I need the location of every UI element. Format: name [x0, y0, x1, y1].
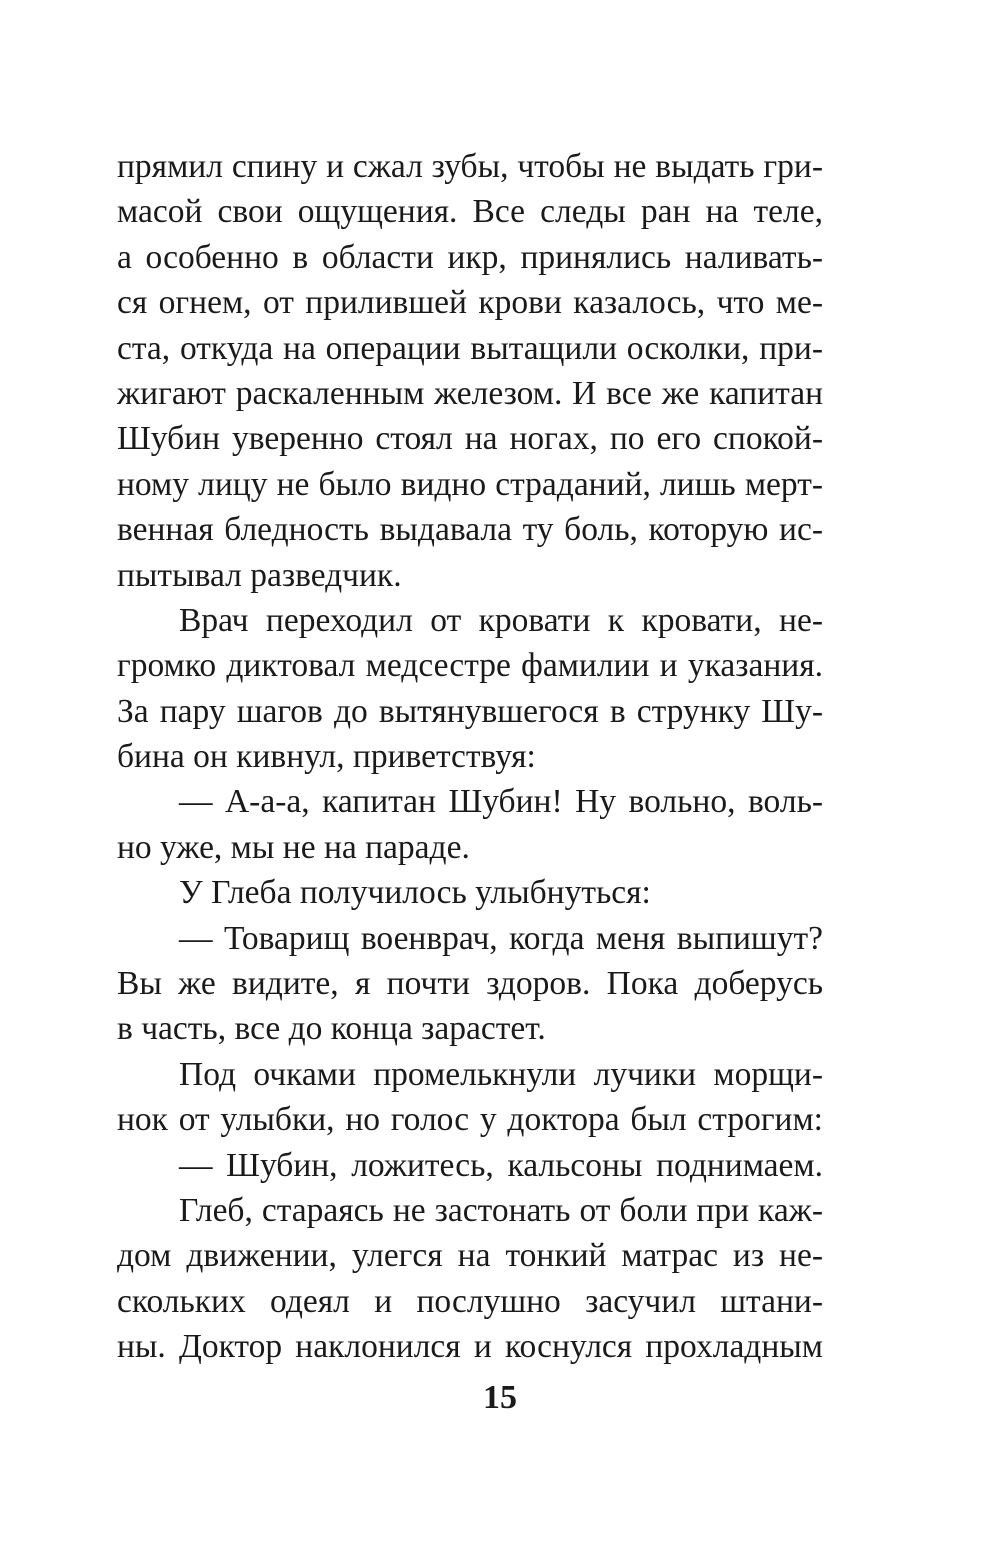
body-text [117, 144, 823, 1370]
page-number: 15 [483, 1379, 517, 1416]
text-line: ному лицу не было видно страданий, лишь мерт- [117, 465, 823, 503]
text-line: Вы же видите, я почти здоров. Пока доберусь [117, 965, 823, 1003]
text-line: пытывал разведчик. [117, 556, 402, 594]
text-line: Шубин уверенно стоял на ногах, по его спокой- [117, 420, 823, 458]
text-line: Под очками промелькнули лучики морщи- [179, 1055, 823, 1093]
text-line: — Товарищ военврач, когда меня выпишут? [179, 919, 823, 957]
text-line: венная бледность выдавала ту боль, которую ис- [117, 511, 823, 549]
text-line: громко диктовал медсестре фамилии и указания. [117, 647, 823, 685]
text-line: — А-а-а, капитан Шубин! Ну вольно, воль- [179, 783, 823, 821]
text-line: но уже, мы не на параде. [117, 828, 470, 866]
text-line: Глеб, стараясь не застонать от боли при каж- [179, 1191, 823, 1229]
text-line: в часть, все до конца зарастет. [117, 1010, 546, 1048]
text-line: масой свои ощущения. Все следы ран на теле, [117, 193, 823, 231]
text-line: За пару шагов до вытянувшегося в струнку Шу- [117, 692, 823, 730]
text-line: прямил спину и сжал зубы, чтобы не выдать гри- [117, 148, 823, 185]
text-line: ся огнем, от прилившей крови казалось, что ме- [117, 284, 823, 322]
text-line: — Шубин, ложитесь, кальсоны поднимаем. [179, 1146, 823, 1184]
text-line: дом движении, улегся на тонкий матрас из не- [117, 1237, 823, 1275]
text-line: нок от улыбки, но голос у доктора был строгим: [117, 1101, 823, 1139]
text-line: Врач переходил от кровати к кровати, не- [179, 601, 823, 639]
text-line: жигают раскаленным железом. И все же капитан [117, 374, 823, 412]
text-line: ны. Доктор наклонился и коснулся прохладным [117, 1328, 823, 1366]
text-line: У Глеба получилось улыбнуться: [179, 874, 651, 912]
text-line: бина он кивнул, приветствуя: [117, 738, 536, 776]
text-line: скольких одеял и послушно засучил штани- [117, 1282, 823, 1320]
text-line: а особенно в области икр, принялись наливать- [117, 238, 823, 276]
text-line: ста, откуда на операции вытащили осколки, при- [117, 329, 823, 367]
